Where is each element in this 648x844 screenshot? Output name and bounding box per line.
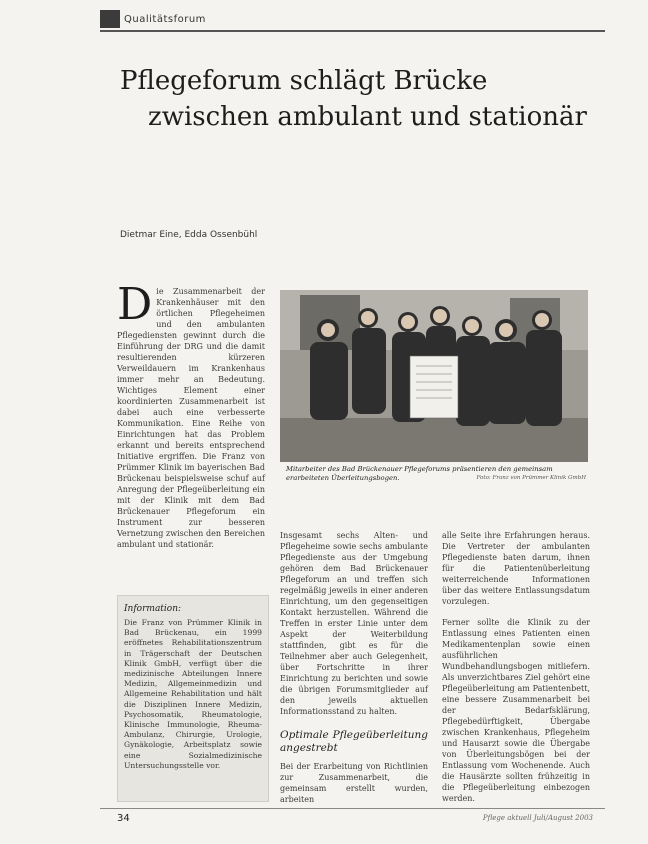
title-line-2: zwischen ambulant und stationär (148, 102, 587, 132)
footer-rule (100, 808, 605, 809)
page-number: 34 (117, 813, 130, 824)
section-label: Qualitätsforum (124, 14, 206, 25)
info-box-title: Information: (124, 604, 182, 614)
article-authors: Dietmar Eine, Edda Ossenbühl (120, 230, 258, 240)
subheading: Optimale Pflegeüberleitung angestrebt (280, 729, 428, 754)
paragraph: Bei der Erarbeitung von Richtlinien zur Zusammenarbeit, die gemeinsam erstellt wurden, arbeiten (280, 762, 428, 804)
column-3 (442, 530, 590, 804)
paragraph: Insgesamt sechs Alten- und Pflegeheime sowie sechs ambulante Pflegedienste aus der Umgebung gehören dem Bad Brückenauer Pflegeforum an und treffen sich regelmäßig jeweils in einer anderen Einrichtung, um den gegenseitigen Kontakt herzustellen. Während die Treffen in erster Linie unter dem Aspekt der Weiterbildung stattfinden, gibt es für die Teilnehmer aber auch Gelegenheit, über Fortschritte in ihrer Einrichtung zu berichten und sowie die übrigen Forumsmitglieder auf den jeweils aktuellen Informationsstand zu halten. (280, 531, 428, 716)
group-photo-image (280, 290, 588, 462)
title-line-1: Pflegeforum schlägt Brücke (120, 66, 488, 96)
drop-cap: D (117, 279, 153, 330)
info-box-text: Die Franz von Prümmer Klinik in Bad Brückenau, ein 1999 eröffnetes Rehabilitationszentrum in Trägerschaft der Deutschen Klinik GmbH, verfügt über die medizinische Abteilungen Innere Medizin, Allgemeinmedizin und Allgemeine Rehabilitation und hält die Disziplinen Innere Medizin, Psychosomatik, Rheumatologie, Klinische Immunologie, Rheuma-Ambulanz, Chirurgie, Urologie, Gynäkologie, Arbeitsplatz sowie eine Sozialmedizinische Untersuchungsstelle vor. (124, 618, 262, 770)
caption-text: Mitarbeiter des Bad Brückenauer Pflegeforums präsentieren den gemeinsam erarbeiteten Überleitungsbogen. (286, 465, 553, 482)
article-title (120, 63, 600, 135)
info-box (117, 595, 269, 802)
footer-publication: Pflege aktuell Juli/August 2003 (482, 814, 593, 822)
paragraph: Ferner sollte die Klinik zu der Entlassung eines Patienten einen Medikamentenplan sowie einen ausführlichen Wundbehandlungsbogen mitliefern. Als unverzichtbares Ziel gehört eine Pflegeüberleitung am Patientenbett, eine bessere Zusammenarbeit bei der Bedarfsklärung, Pflegebedürftigkeit, Übergabe zwischen Krankenhaus, Pflegeheim und Hausarzt sowie die Übergabe von Überleitungsbögen bei der Entlassung vom Wochenende. Auch die Hausärzte sollten frühzeitig in die Pflegeüberleitung einbezogen werden. (442, 618, 590, 803)
photo-credit: Foto: Franz von Prümmer Klinik GmbH (476, 475, 586, 481)
paragraph: alle Seite ihre Erfahrungen heraus. Die Vertreter der ambulanten Pflegedienste baten darum, ihnen für die Patientenüberleitung weiterreichende Informationen über das weitere Entlassungsdatum vorzulegen. (442, 531, 590, 606)
header-rule (100, 30, 605, 32)
photo-caption (286, 465, 586, 483)
section-marker (100, 10, 120, 28)
intro-paragraph: ie Zusammenarbeit der Krankenhäuser mit den örtlichen Pflegeheimen und den ambulanten Pflegediensten gewinnt durch die Einführung der DRG und die damit resultierenden kürzeren Verweildauern im Krankenhaus immer mehr an Bedeutung. Wichtiges Element einer koordinierten Zusammenarbeit ist dabei auch eine verbesserte Kommunikation. Eine Reihe von Einrichtungen hat das Problem erkannt und bereits entsprechend Initiative ergriffen. Die Franz von Prümmer Klinik im bayerischen Bad Brückenau beispielsweise schuf auf Anregung der Pflegeüberleitung ein mit der Klinik mit dem Bad Brückenauer Pflegeforum ein Instrument zur besseren Vernetzung zwischen den Bereichen ambulant und stationär. (117, 287, 265, 549)
group-photo (280, 290, 588, 462)
column-1 (117, 279, 265, 550)
column-2 (280, 530, 428, 805)
